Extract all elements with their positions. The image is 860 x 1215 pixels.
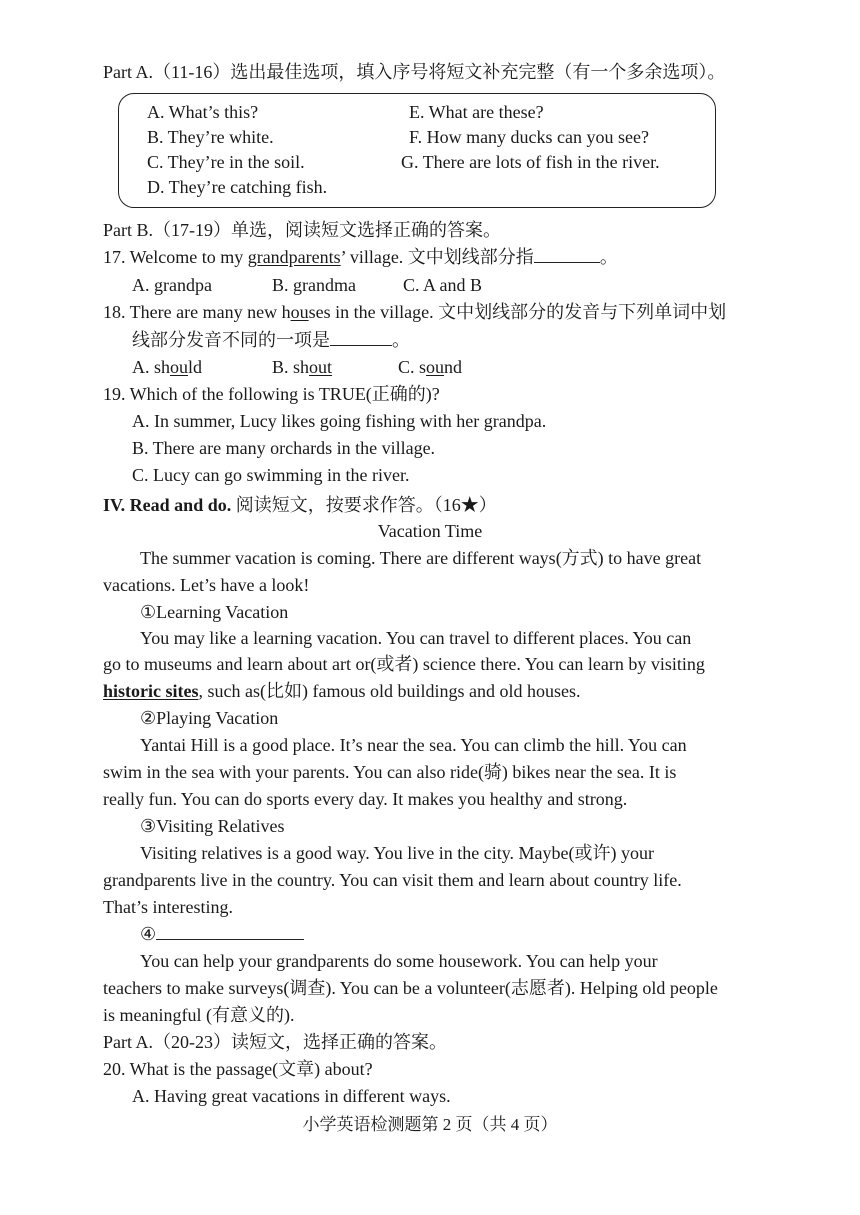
p3-line-3: That’s interesting. [103,897,233,917]
heading-4-answer-blank[interactable] [156,923,304,940]
part-b-heading: Part B.（17-19）单选，阅读短文选择正确的答案。 [103,220,501,240]
q18-a-underlined: ou [170,357,189,377]
part-a2-heading: Part A.（20-23）读短文，选择正确的答案。 [103,1032,447,1052]
q18-end: 。 [392,330,410,350]
q18-option-b [272,355,332,379]
q17-option-b: B. grandma [272,275,356,295]
q18-b-underlined: out [309,357,333,377]
q18-answer-blank[interactable] [330,329,392,346]
section-iv-label: IV. Read and do. [103,495,232,515]
question-18 [103,300,726,324]
q18-c-post: nd [444,357,463,377]
passage-title: Vacation Time [377,521,483,541]
q17-underlined-word: grandparents [247,247,341,267]
q17-answer-blank[interactable] [534,246,600,263]
section-iv-heading [103,493,497,517]
q17-option-c: C. A and B [403,275,483,295]
p4-line-1: You can help your grandparents do some housework. You can help your [140,951,658,971]
part-a-heading: Part A.（11-16）选出最佳选项，填入序号将短文补充完整（有一个多余选项）。 [103,62,726,82]
q18-option-c [398,355,462,379]
intro-line-2: vacations. Let’s have a look! [103,575,310,595]
q18-a-pre: A. sh [132,357,171,377]
q17-option-a: A. grandpa [132,275,212,295]
intro-line-1: The summer vacation is coming. There are different ways(方式) to have great [140,548,702,568]
p4-line-3: is meaningful (有意义的). [103,1005,295,1025]
question-17 [103,245,618,269]
option-a: A. What’s this? [147,102,259,122]
option-e: E. What are these? [409,102,544,122]
p2-line-3: really fun. You can do sports every day. It makes you healthy and strong. [103,789,628,809]
option-c: C. They’re in the soil. [147,152,305,172]
q18-a-post: ld [188,357,203,377]
question-20: 20. What is the passage(文章) about? [103,1059,373,1079]
q19-option-c: C. Lucy can go swimming in the river. [132,465,410,485]
historic-sites-underlined: historic sites [103,681,199,701]
heading-4-number: ④ [140,924,157,944]
option-d: D. They’re catching fish. [147,177,328,197]
q19-option-b: B. There are many orchards in the village. [132,438,436,458]
p2-line-2: swim in the sea with your parents. You can also ride(骑) bikes near the sea. It is [103,762,677,782]
p2-line-1: Yantai Hill is a good place. It’s near the sea. You can climb the hill. You can [140,735,687,755]
q18-text: 18. There are many new h [103,302,291,322]
option-b: B. They’re white. [147,127,274,147]
q18-c-pre: C. s [398,357,427,377]
section-iv-instruction: 阅读短文，按要求作答。（16★） [231,495,497,515]
p4-line-2: teachers to make surveys(调查). You can be a volunteer(志愿者). Helping old people [103,978,718,998]
q18-line2 [132,328,410,352]
q18-c-underlined: ou [426,357,445,377]
q19-option-a: A. In summer, Lucy likes going fishing with her grandpa. [132,411,547,431]
options-box [118,93,716,208]
question-19: 19. Which of the following is TRUE(正确的)? [103,384,440,404]
q17-text-after: ’ village. 文中划线部分指 [340,247,534,267]
p1-line-2: go to museums and learn about art or(或者) science there. You can learn by visiting [103,654,705,674]
q18-b-pre: B. sh [272,357,310,377]
option-g: G. There are lots of fish in the river. [401,152,660,172]
q18-option-a [132,355,202,379]
q18-text-after: ses in the village. 文中划线部分的发音与下列单词中划 [308,302,727,322]
heading-learning-vacation: ①Learning Vacation [140,602,289,622]
q20-option-a: A. Having great vacations in different ways. [132,1086,451,1106]
page-footer: 小学英语检测题第 2 页（共 4 页） [302,1115,558,1134]
q17-end: 。 [599,247,618,267]
p3-line-1: Visiting relatives is a good way. You live in the city. Maybe(或许) your [140,843,655,863]
q18-line2-text: 线部分发音不同的一项是 [132,330,330,350]
p1-line-3-rest: , such as(比如) famous old buildings and old houses. [198,681,581,701]
p1-line-3 [103,679,580,703]
heading-visiting-relatives: ③Visiting Relatives [140,816,285,836]
p3-line-2: grandparents live in the country. You can visit them and learn about country life. [103,870,682,890]
option-f: F. How many ducks can you see? [409,127,650,147]
q18-underlined-letters: ou [290,302,309,322]
heading-playing-vacation: ②Playing Vacation [140,708,279,728]
heading-4-blank [140,922,304,946]
p1-line-1: You may like a learning vacation. You can travel to different places. You can [140,628,692,648]
q17-text: 17. Welcome to my [103,247,248,267]
